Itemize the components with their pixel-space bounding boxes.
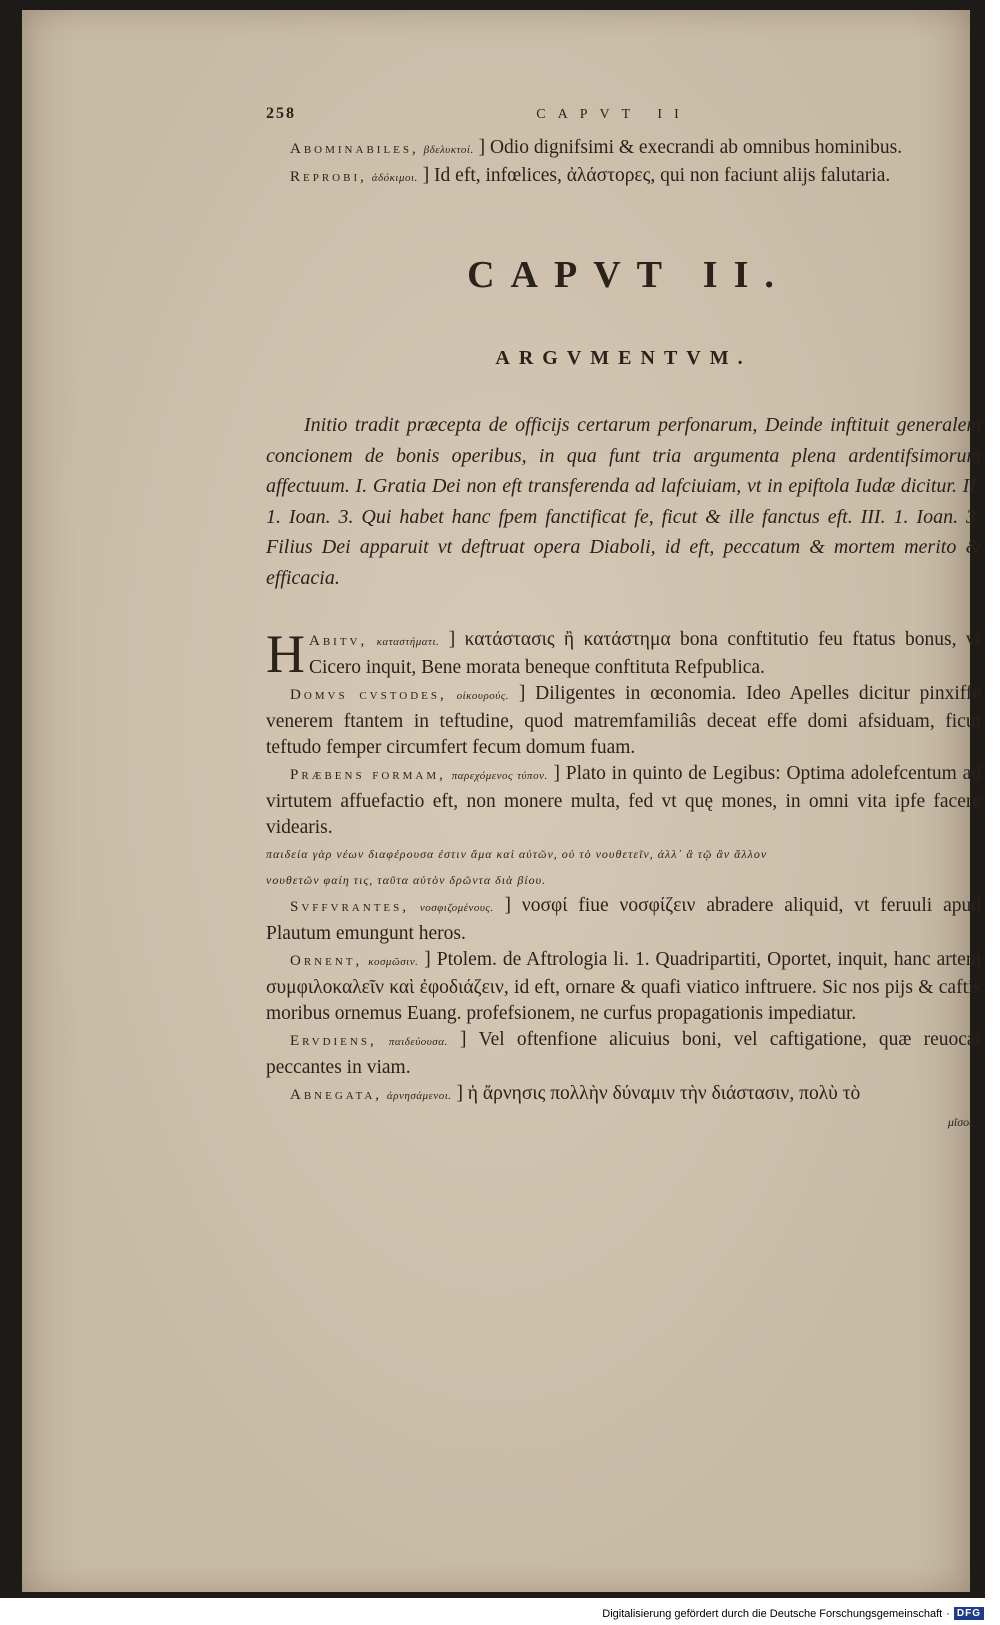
gloss-paragraph (266, 947, 981, 1027)
drop-cap: H (266, 624, 305, 684)
gloss-paragraph (266, 1081, 981, 1109)
argument-heading: ARGVMENTVM. (495, 347, 752, 369)
gloss-text: ] Vel oftenfione alicuius boni, vel caftigatione, quæ reuocat peccantes in viam. (266, 1029, 981, 1078)
digitization-footer (602, 1607, 984, 1620)
book-page (22, 10, 982, 1592)
gloss-text: ] ἡ ἄρνησις πολλὴν δύναμιν τὴν διάστασιν, πολὺ τὸ (456, 1083, 861, 1104)
gloss-lemma: Ornent, (290, 953, 363, 969)
gloss-paragraph (266, 761, 981, 841)
gloss-text: ] κατάστασις ἢ κατάστημα bona conftitutio feu ftatus bonus, vt Cicero inquit, Bene morata beneque conftituta Refpublica. (309, 629, 982, 678)
gloss-lemma: Præbens formam, (290, 767, 446, 783)
catchword: μῖσος, (947, 1115, 977, 1129)
dfg-logo-icon: DFG (954, 1607, 984, 1620)
gloss-text: ] νοσφί fiue νοσφίζειν abradere aliquid, vt feruuli apud Plautum emungunt heros. (266, 895, 981, 944)
gloss-lemma: Reprobi, (290, 169, 367, 185)
gloss-lemma: Abominabiles, (290, 141, 419, 157)
chapter-title: CAPVT II. (467, 254, 790, 296)
gloss-lemma: Abitv, (309, 633, 368, 649)
gloss-greek: ἀδόκιμοι. (371, 172, 418, 184)
gloss-text: ] Odio dignifsimi & execrandi ab omnibus hominibus. (478, 137, 903, 158)
gloss-text: ] Diligentes in œconomia. Ideo Apelles dicitur pinxiffe venerem ftantem in teftudine, quod matremfamiliâs deceat effe domi afsiduam, ficut teftudo femper circumfert fecum domum fuam. (266, 683, 982, 758)
gloss-paragraph (266, 163, 981, 191)
gloss-text: ] Id eft, infœlices, ἀλάστορες, qui non faciunt alijs falutaria. (422, 165, 891, 186)
gloss-paragraph (266, 624, 982, 684)
gloss-paragraph (266, 1027, 981, 1081)
gloss-text: ] Ptolem. de Aftrologia li. 1. Quadripartiti, Oportet, inquit, hanc artem συμφιλοκαλεῖν καὶ ἐφοδιάζειν, id eft, ornare & quafi viatico inftruere. Sic nos pijs & caftis moribus ornemus Euang. profefsionem, ne curfus propagationis impediatur. (266, 949, 982, 1024)
gloss-greek: παιδεύουσα. (388, 1036, 448, 1048)
text-block (266, 105, 981, 1130)
gloss-greek: κοσμῶσιν. (368, 956, 419, 968)
gloss-text: ] Plato in quinto de Legibus: Optima adolefcentum ad virtutem affuefactio eft, non monere multa, fed vt quę mones, in omni vita ipfe facere videaris. (266, 763, 982, 838)
running-title: CAPVT II (536, 107, 691, 122)
gloss-paragraph (266, 893, 981, 947)
gloss-paragraph (266, 681, 981, 761)
gloss-lemma: Domvs cvstodes, (290, 687, 447, 703)
argument-text: Initio tradit præcepta de officijs certarum perfonarum, Deinde inftituit generalem concionem de bonis operibus, in qua funt tria argumenta plena ardentifsimorum affectuum. I. Gratia Dei non eft transferenda ad lafciuiam, vt in epiftola Iudæ dicitur. II. 1. Ioan. 3. Qui habet hanc fpem fanctificat fe, ficut & ille fanctus eft. III. 1. Ioan. 3. Filius Dei apparuit vt deftruat opera Diaboli, id eft, peccatum & mortem merito & efficacia. (266, 414, 981, 589)
gloss-lemma: Svffvrantes, (290, 899, 409, 915)
gloss-paragraph (266, 135, 981, 163)
greek-quotation-line: παιδεία γὰρ νέων διαφέρουσα ἐστιν ἅμα καὶ αὐτῶν, οὐ τὸ νουθετεῖν, ἀλλ᾽ ἃ τῷ ἂν ἄλλον (266, 847, 768, 861)
gloss-greek: οἰκουρούς. (456, 690, 510, 702)
greek-quotation-line: νουθετῶν φαίη τις, ταῦτα αὐτὸν δρῶντα διὰ βίου. (266, 873, 547, 887)
page-number: 258 (266, 105, 296, 122)
commentary (266, 624, 982, 1130)
gloss-lemma: Ervdiens, (290, 1033, 377, 1049)
footer-separator: · (946, 1607, 950, 1620)
footer-credit: Digitalisierung gefördert durch die Deutsche Forschungsgemeinschaft (602, 1607, 943, 1620)
gloss-greek: βδελυκτοί. (423, 144, 474, 156)
gloss-lemma: Abnegata, (290, 1087, 383, 1103)
gloss-greek: παρεχόμενος τύπον. (451, 770, 548, 782)
running-head (266, 105, 981, 135)
gloss-greek: ἀρνησάμενοι. (386, 1090, 452, 1102)
gloss-greek: καταστήματι. (376, 636, 440, 648)
gloss-greek: νοσφιζομένους. (419, 902, 494, 914)
